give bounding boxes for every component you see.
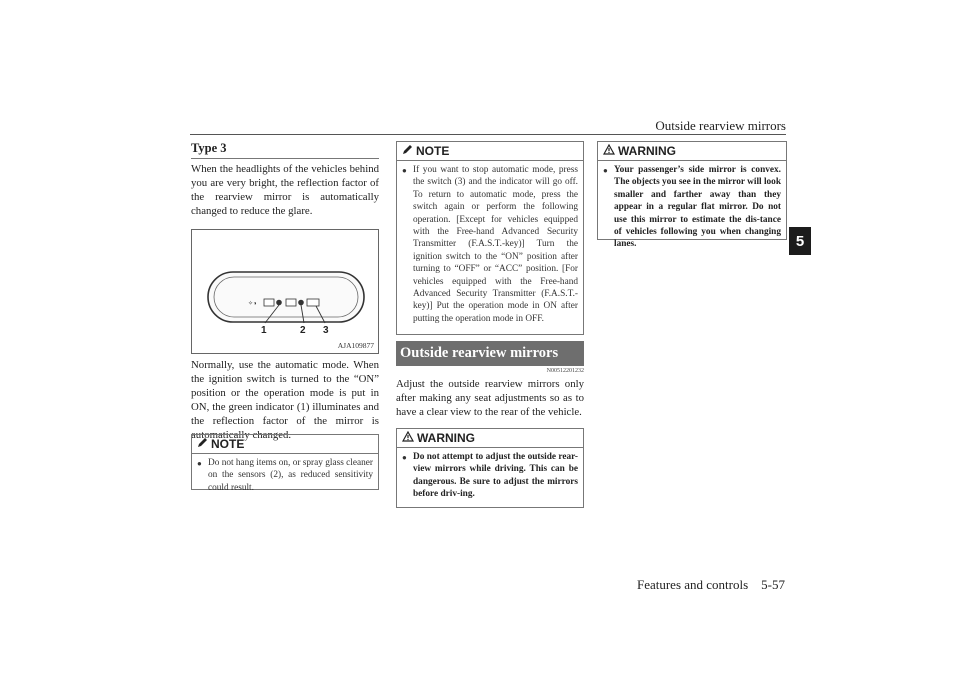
svg-text:✧◑: ✧◑ (248, 301, 257, 307)
note-title: NOTE (416, 144, 450, 158)
automatic-mode-paragraph: Normally, use the automatic mode. When the ignition switch is turned to the “ON” position or the operation mode is put in ON, the green indicator (1) illuminates and the reflection factor of the mirror is automatically changed. (191, 359, 379, 441)
mirror-figure (191, 229, 379, 354)
page-footer: Features and controls 5-57 (636, 577, 785, 592)
warning-triangle-icon (402, 431, 414, 445)
warning-bullet: ● Do not attempt to adjust the outside rear-view mirrors while driving. This can be dangerous. Be sure to adjust the mirrors before driv-ing. (402, 452, 578, 500)
figure-code: AJA109877 (337, 341, 374, 350)
section-title: Outside rearview mirrors (396, 341, 584, 366)
note-pen-icon (197, 437, 208, 451)
callout-label-1: 1 (261, 325, 267, 336)
bullet-dot-icon: ● (402, 166, 407, 175)
intro-paragraph: When the headlights of the vehicles behind you are very bright, the reflection factor of the rearview mirror is automatically changed to reduce the glare. (191, 163, 379, 217)
warning-title: WARNING (618, 144, 676, 158)
section-code: N00512201232 (546, 368, 584, 374)
note-header (192, 435, 378, 454)
warning-header (397, 429, 583, 448)
warning-triangle-icon (603, 144, 615, 158)
warning-box-convex-mirror (597, 141, 787, 250)
note-title: NOTE (211, 437, 245, 451)
callout-label-2: 2 (300, 325, 306, 336)
chapter-tab: 5 (789, 227, 811, 255)
rearview-mirror-illustration (192, 230, 378, 353)
header-rule (190, 134, 786, 135)
bullet-dot-icon: ● (603, 166, 608, 175)
bullet-dot-icon: ● (197, 459, 202, 468)
note-box-automatic-mode (396, 141, 584, 335)
note-header (397, 142, 583, 161)
section-paragraph: Adjust the outside rearview mirrors only after making any seat adjustments so as to have a clear view to the rear of the vehicle. (396, 378, 584, 418)
warning-box-adjust-while-driving (396, 428, 584, 508)
type-heading-rule (191, 158, 379, 159)
bullet-dot-icon: ● (402, 453, 407, 462)
sensor-dot (298, 300, 304, 306)
note-bullet: ● Do not hang items on, or spray glass cleaner on the sensors (2), as reduced sensitivity could result. (197, 458, 373, 493)
note-bullet: ● If you want to stop automatic mode, press the switch (3) and the indicator will go off. To return to automatic mode, press the switch again or perform the following operation. [Except for vehicles equipped with the Free-hand Advanced Security Transmitter (F.A.S.T.-key)] Turn the ignition switch to the “ON” position after turning to “OFF” or “ACC” position. [For vehicles equipped with the Free-hand Advanced Security Transmitter (F.A.S.T.-key)] Put the operation mode in ON after putting the operation mode in OFF. (402, 165, 578, 324)
warning-header (598, 142, 786, 161)
indicator-dot (276, 300, 282, 306)
warning-bullet: ● Your passenger’s side mirror is convex. The objects you see in the mirror will look smaller and farther away than they appear in a regular flat mirror. Do not use this mirror to estimate the dis-tance of vehicles following you when changing lanes. (603, 165, 781, 250)
type-heading: Type 3 (191, 141, 227, 155)
page-header-title: Outside rearview mirrors (655, 118, 786, 133)
note-pen-icon (402, 144, 413, 158)
warning-title: WARNING (417, 431, 475, 445)
note-box-sensors (191, 434, 379, 493)
callout-label-3: 3 (323, 325, 329, 336)
